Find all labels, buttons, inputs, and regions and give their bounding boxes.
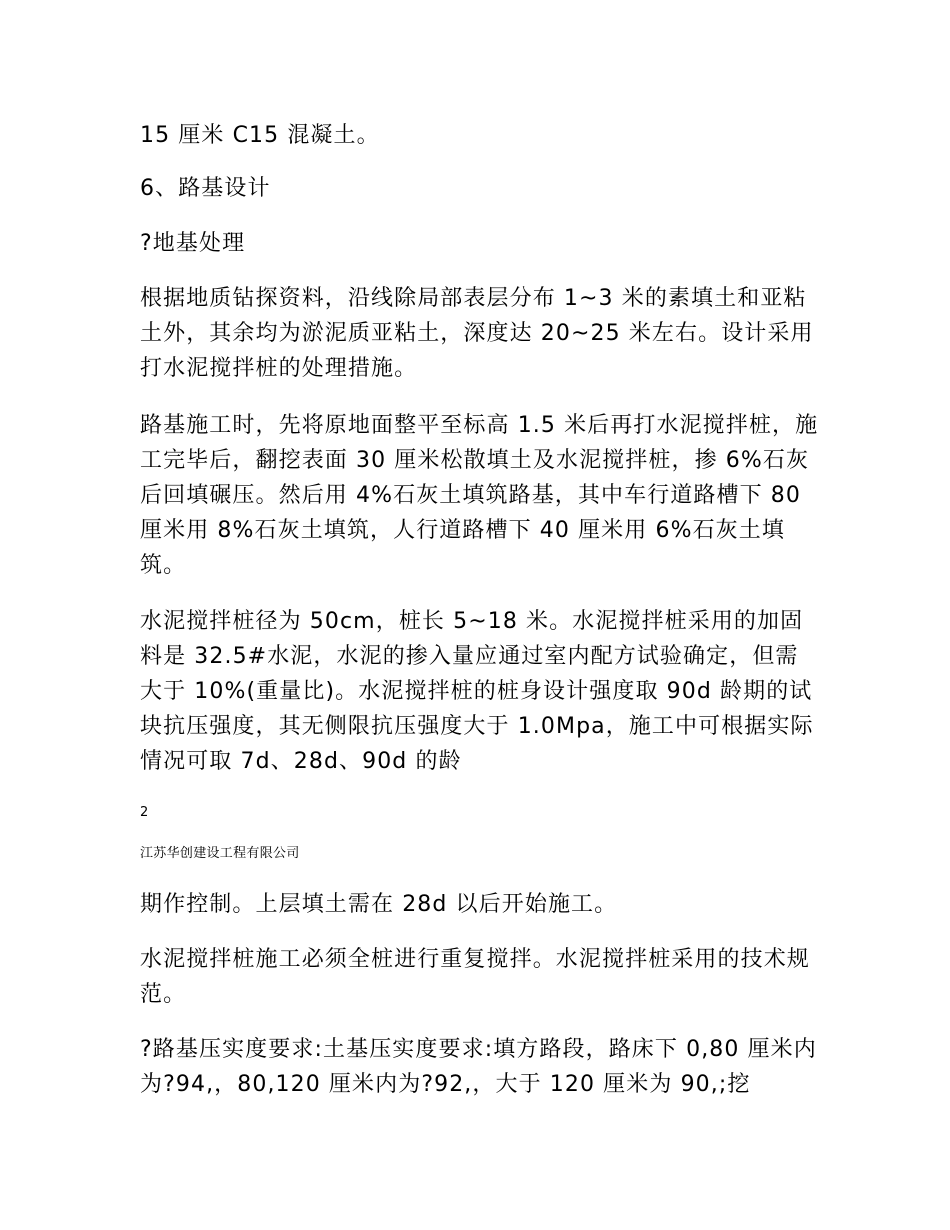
paragraph-concrete-note: 15 厘米 C15 混凝土。	[140, 123, 380, 148]
section-heading-subgrade-design: 6、路基设计	[140, 176, 271, 201]
paragraph-subgrade-construction: 路基施工时，先将原地面整平至标高 1.5 米后再打水泥搅拌桩，施工完毕后，翻挖表面 30 厘米松散填土及水泥搅拌桩，掺 6%石灰后回填碾压。然后用 4%石灰土填筑路基，其中车行道路槽下 80 厘米用 8%石灰土填筑，人行道路槽下 40 厘米用 6%石灰土填筑。	[140, 413, 819, 578]
company-header: 江苏华创建设工程有限公司	[140, 846, 300, 861]
paragraph-repeat-mixing: 水泥搅拌桩施工必须全桩进行重复搅拌。水泥搅拌桩采用的技术规范。	[140, 947, 810, 1007]
paragraph-curing-control: 期作控制。上层填土需在 28d 以后开始施工。	[140, 892, 618, 917]
page-number: 2	[140, 805, 149, 820]
paragraph-cement-mixing-pile: 水泥搅拌桩径为 50cm，桩长 5~18 米。水泥搅拌桩采用的加固料是 32.5#水泥，水泥的掺入量应通过室内配方试验确定，但需大于 10%(重量比)。水泥搅拌桩的桩身设计强度取 90d 龄期的试块抗压强度，其无侧限抗压强度大于 1.0Mpa，施工中可根据实际情况可取 7d、28d、90d 的龄	[140, 609, 814, 774]
paragraph-geology: 根据地质钻探资料，沿线除局部表层分布 1~3 米的素填土和亚粘土外，其余均为淤泥质亚粘土，深度达 20~25 米左右。设计采用打水泥搅拌桩的处理措施。	[140, 286, 814, 381]
subheading-foundation-treatment: ?地基处理	[140, 231, 246, 256]
paragraph-compaction-requirements: ?路基压实度要求:土基压实度要求:填方路段，路床下 0,80 厘米内为?94,，80,120 厘米内为?92,，大于 120 厘米为 90,;挖	[140, 1037, 817, 1097]
